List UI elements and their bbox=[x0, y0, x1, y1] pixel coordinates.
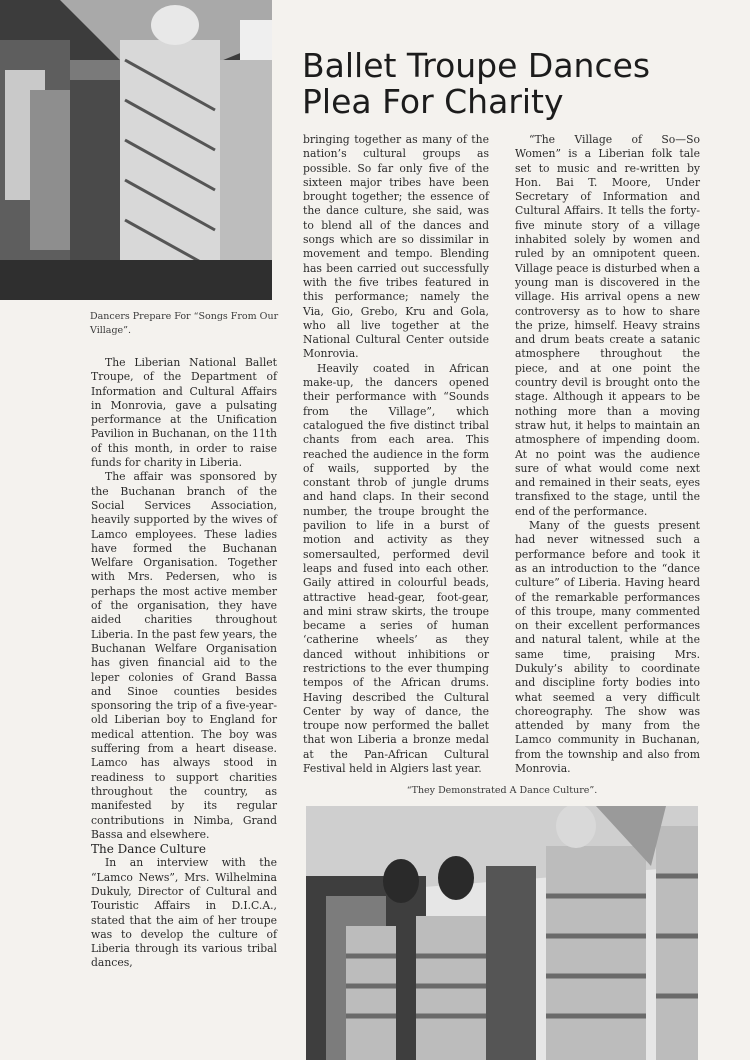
article-column-2 bbox=[303, 133, 489, 776]
article-column-3 bbox=[515, 133, 700, 776]
article-column-1 bbox=[91, 356, 277, 971]
paragraph: “The Village of So—So Women” is a Liberian folk tale set to music and re-written by Hon. Bai T. Moore, Under Secretary of Information and Cultural Affairs. It tells the forty-five minute story of a village inhabited solely by women and ruled by an omnipotent queen. Village peace is disturbed when a young man is discovered in the village. His arrival opens a new controversy as to how to share the prize, himself. Heavy strains and drum beats create a satanic atmosphere throughout the piece, and at one point the country devil is brought onto the stage. Although it appears to be nothing more than a moving straw hut, it helps to maintain an atmosphere of impending doom. At no point was the audience sure of what would come next and remained in their seats, eyes transfixed to the stage, until the end of the performance. bbox=[515, 133, 700, 518]
dancers-photo bbox=[0, 0, 272, 300]
photo-caption-top: Dancers Prepare For “Songs From Our Village”. bbox=[90, 311, 279, 336]
article-headline: Ballet Troupe Dances Plea For Charity bbox=[302, 46, 651, 121]
paragraph: Many of the guests present had never witnessed such a performance before and took it as an introduction to the “dance culture” of Liberia. Having heard of the remarkable performances of this troupe, many commented on their excellent performances and natural talent, while at the same time, praising Mrs. Dukuly’s ability to coordinate and discipline forty bodies into what seemed a very difficult choreography. The show was attended by many from the Lamco community in Buchanan, from the township and also from Monrovia. bbox=[515, 519, 700, 776]
photo-caption-bottom: “They Demonstrated A Dance Culture”. bbox=[406, 785, 598, 796]
paragraph: Heavily coated in African make-up, the dancers opened their performance with “Sounds from the Village”, which catalogued the five distinct tribal chants from each area. This reached the audience in the form of wails, supported by the constant throb of jungle drums and hand claps. In their second number, the troupe brought the pavilion to life in a burst of motion and activity as they somersaulted, performed devil leaps and fused into each other. Gaily attired in colourful beads, attractive head-gear, foot-gear, and mini straw skirts, the troupe became a series of human ‘catherine wheels’ as they danced without inhibitions or restrictions to the ever thumping tempos of the African drums. Having described the Cultural Center by way of dance, the troupe now performed the ballet that won Liberia a bronze medal at the Pan-African Cultural Festival held in Algiers last year. bbox=[303, 361, 489, 776]
paragraph: In an interview with the “Lamco News”, Mrs. Wilhelmina Dukuly, Director of Cultural and Touristic Affairs in D.I.C.A., stated that the aim of her troupe was to develop the culture of Liberia through its various tribal dances, bbox=[91, 856, 277, 970]
section-subhead: The Dance Culture bbox=[91, 842, 206, 857]
paragraph: bringing together as many of the nation’s cultural groups as possible. So far only five of the sixteen major tribes have been brought together; the essence of the dance culture, she said, was to blend all of the dances and songs which are so dissimilar in movement and tempo. Blending has been carried out successfully with the five tribes featured in this performance; namely the Via, Gio, Grebo, Kru and Gola, who all live together at the National Cultural Center outside Monrovia. bbox=[303, 133, 489, 361]
paragraph: The Liberian National Ballet Troupe, of the Department of Information and Cultural Affairs in Monrovia, gave a pulsating performance at the Unification Pavilion in Buchanan, on the 11th of this month, in order to raise funds for charity in Liberia. bbox=[91, 356, 277, 470]
dance-performance-photo bbox=[306, 806, 698, 1060]
paragraph: The affair was sponsored by the Buchanan branch of the Social Services Association, heavily supported by the wives of Lamco employees. These ladies have formed the Buchanan Welfare Organisation. Together with Mrs. Pedersen, who is perhaps the most active member of the organisation, they have aided charities throughout Liberia. In the past few years, the Buchanan Welfare Organisation has given financial aid to the leper colonies of Grand Bassa and Sinoe counties besides sponsoring the trip of a five-year-old Liberian boy to England for medical attention. The boy was suffering from a heart disease. Lamco has always stood in readiness to support charities throughout the country, as manifested by its regular contributions in Nimba, Grand Bassa and elsewhere. bbox=[91, 470, 277, 841]
